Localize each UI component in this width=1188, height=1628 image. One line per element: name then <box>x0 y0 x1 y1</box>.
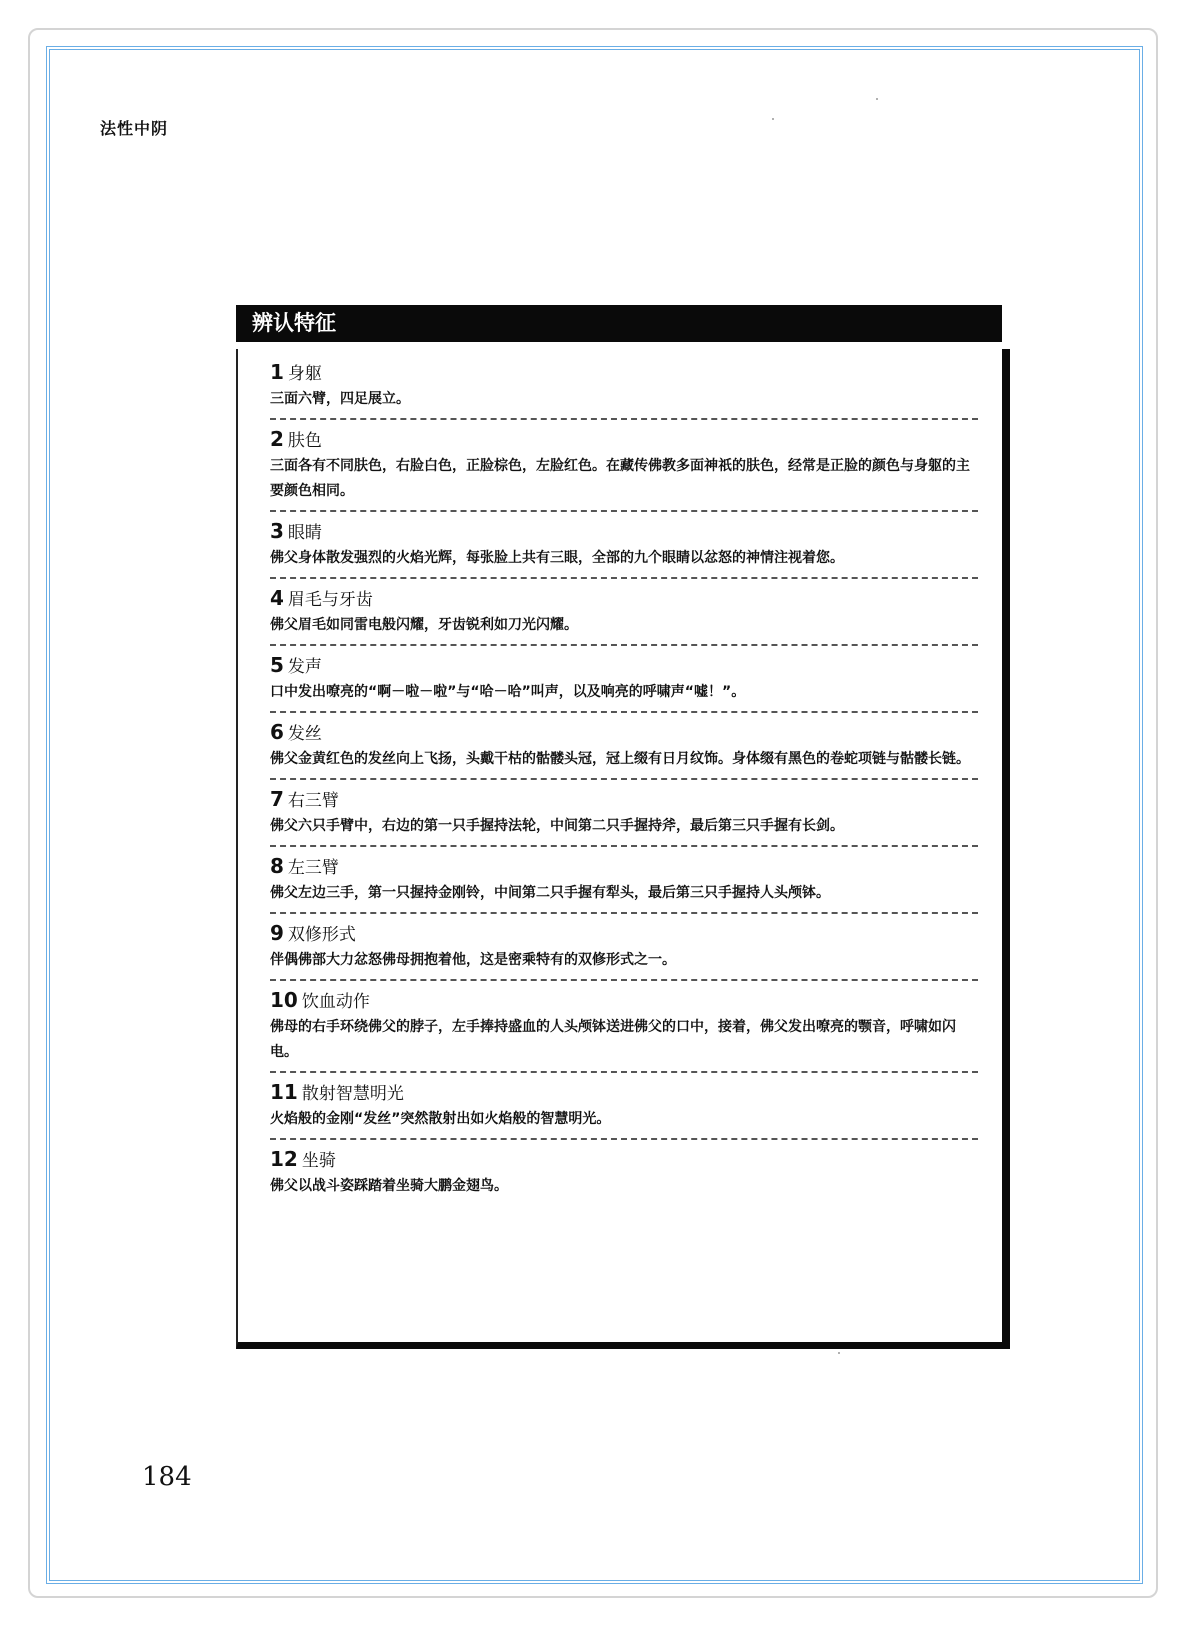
feature-item <box>270 646 978 713</box>
feature-item <box>270 353 978 420</box>
feature-heading <box>270 518 978 546</box>
feature-title: 散射智慧明光 <box>301 1084 404 1104</box>
feature-item <box>270 780 978 847</box>
feature-heading <box>270 786 978 814</box>
feature-item <box>270 420 978 512</box>
features-panel <box>236 305 1010 1350</box>
feature-description: 佛母的右手环绕佛父的脖子，左手捧持盛血的人头颅钵送进佛父的口中，接着，佛父发出嘹亮的颚音，呼啸如闪电。 <box>270 1019 956 1060</box>
feature-description: 火焰般的金刚“发丝”突然散射出如火焰般的智慧明光。 <box>270 1111 611 1127</box>
feature-number: 12 <box>270 1147 298 1171</box>
feature-heading <box>270 426 978 454</box>
feature-heading <box>270 359 978 387</box>
scan-speck <box>876 98 878 100</box>
feature-number: 11 <box>270 1080 298 1104</box>
feature-heading <box>270 585 978 613</box>
feature-heading <box>270 987 978 1015</box>
feature-title: 肤色 <box>287 431 322 451</box>
feature-title: 坐骑 <box>301 1151 336 1171</box>
feature-heading <box>270 1079 978 1107</box>
feature-title: 发丝 <box>287 724 322 744</box>
feature-number: 1 <box>270 360 284 384</box>
feature-item <box>270 847 978 914</box>
feature-description: 佛父左边三手，第一只握持金刚铃，中间第二只手握有犁头，最后第三只手握持人头颅钵。 <box>270 885 830 901</box>
running-head: 法性中阴 <box>100 119 169 138</box>
feature-number: 9 <box>270 921 284 945</box>
feature-item <box>270 1140 978 1205</box>
panel-body <box>236 349 1010 1349</box>
feature-title: 身躯 <box>287 364 322 384</box>
features-list <box>270 353 978 1205</box>
feature-heading <box>270 920 978 948</box>
feature-description: 伴偶佛部大力忿怒佛母拥抱着他，这是密乘特有的双修形式之一。 <box>270 952 676 968</box>
feature-title: 左三臂 <box>287 858 339 878</box>
feature-description: 三面六臂，四足展立。 <box>270 391 410 407</box>
feature-item <box>270 981 978 1073</box>
page-number: 184 <box>142 1462 192 1492</box>
feature-heading <box>270 1146 978 1174</box>
feature-item <box>270 713 978 780</box>
feature-description: 佛父金黄红色的发丝向上飞扬，头戴干枯的骷髅头冠，冠上缀有日月纹饰。身体缀有黑色的卷蛇项链与骷髅长链。 <box>270 751 970 767</box>
feature-number: 8 <box>270 854 284 878</box>
feature-title: 双修形式 <box>287 925 356 945</box>
feature-description: 口中发出嘹亮的“啊－啦－啦”与“哈－哈”叫声，以及响亮的呼啸声“嘘！”。 <box>270 684 746 700</box>
feature-number: 2 <box>270 427 284 451</box>
feature-title: 眼睛 <box>287 523 322 543</box>
feature-description: 三面各有不同肤色，右脸白色，正脸棕色，左脸红色。在藏传佛教多面神祇的肤色，经常是正脸的颜色与身躯的主要颜色相同。 <box>270 458 970 499</box>
feature-title: 饮血动作 <box>301 992 370 1012</box>
feature-item <box>270 914 978 981</box>
feature-description: 佛父眉毛如同雷电般闪耀，牙齿锐利如刀光闪耀。 <box>270 617 578 633</box>
feature-title: 眉毛与牙齿 <box>287 590 373 610</box>
feature-title: 发声 <box>287 657 322 677</box>
feature-heading <box>270 853 978 881</box>
feature-number: 3 <box>270 519 284 543</box>
scan-speck <box>838 1352 840 1354</box>
feature-description: 佛父以战斗姿踩踏着坐骑大鹏金翅鸟。 <box>270 1178 508 1194</box>
feature-number: 7 <box>270 787 284 811</box>
feature-heading <box>270 719 978 747</box>
feature-description: 佛父六只手臂中，右边的第一只手握持法轮，中间第二只手握持斧，最后第三只手握有长剑。 <box>270 818 844 834</box>
feature-number: 10 <box>270 988 298 1012</box>
scan-speck <box>772 118 774 120</box>
feature-item <box>270 512 978 579</box>
feature-heading <box>270 652 978 680</box>
feature-item <box>270 579 978 646</box>
feature-item <box>270 1073 978 1140</box>
feature-number: 5 <box>270 653 284 677</box>
panel-title: 辨认特征 <box>236 305 1002 342</box>
feature-number: 4 <box>270 586 284 610</box>
feature-description: 佛父身体散发强烈的火焰光辉，每张脸上共有三眼，全部的九个眼睛以忿怒的神情注视着您。 <box>270 550 844 566</box>
feature-number: 6 <box>270 720 284 744</box>
feature-title: 右三臂 <box>287 791 339 811</box>
